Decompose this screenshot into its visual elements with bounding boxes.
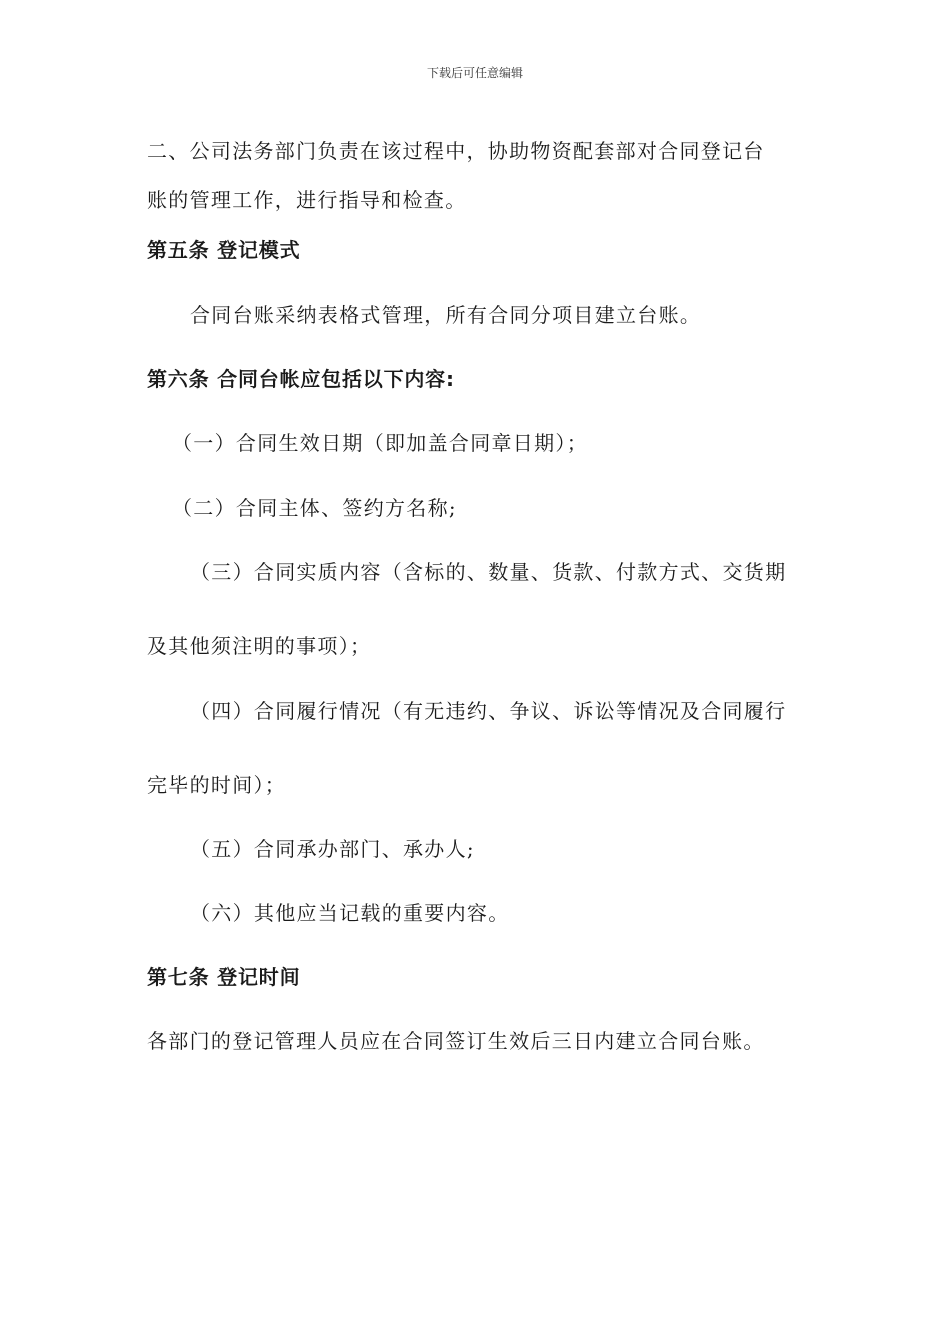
article-7-heading: 第七条 登记时间 bbox=[147, 965, 301, 989]
article-6-heading: 第六条 合同台帐应包括以下内容: bbox=[147, 367, 455, 391]
list-item: （二）合同主体、签约方名称; bbox=[172, 496, 457, 520]
page-header-note: 下载后可任意编辑 bbox=[426, 66, 523, 80]
list-item: （六）其他应当记载的重要内容。 bbox=[190, 901, 510, 925]
list-item: （四）合同履行情况（有无违约、争议、诉讼等情况及合同履行 bbox=[190, 699, 787, 723]
article-5-heading: 第五条 登记模式 bbox=[147, 238, 301, 262]
list-item-continuation: 完毕的时间）； bbox=[147, 773, 287, 797]
article-5-body: 合同台账采纳表格式管理，所有合同分项目建立台账。 bbox=[190, 303, 702, 327]
list-item-continuation: 及其他须注明的事项）； bbox=[147, 634, 372, 658]
list-item: （五）合同承办部门、承办人; bbox=[190, 837, 475, 861]
list-item: （一）合同生效日期（即加盖合同章日期）； bbox=[172, 431, 588, 455]
paragraph-line: 二、公司法务部门负责在该过程中，协助物资配套部对合同登记台 bbox=[147, 139, 765, 163]
list-item: （三）合同实质内容（含标的、数量、货款、付款方式、交货期 bbox=[190, 560, 787, 584]
paragraph-line: 账的管理工作，进行指导和检查。 bbox=[147, 188, 467, 212]
article-7-body: 各部门的登记管理人员应在合同签订生效后三日内建立合同台账。 bbox=[147, 1029, 765, 1053]
